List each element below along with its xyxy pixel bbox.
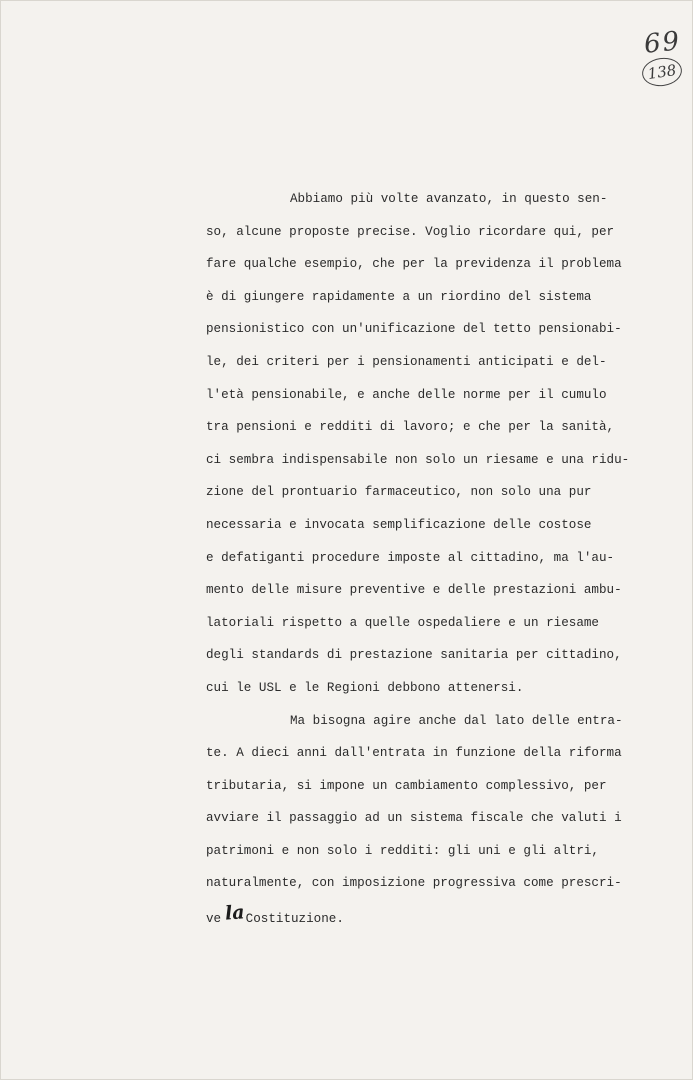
paragraph-1 [206, 186, 629, 708]
text-line: latoriali rispetto a quelle ospedaliere e un riesame [206, 615, 599, 630]
text-fragment: Costituzione. [245, 912, 344, 927]
page-number [640, 28, 688, 92]
text-line: so, alcune proposte precise. Voglio ricordare qui, per [206, 224, 615, 239]
text-fragment: ve [206, 912, 222, 927]
text-line: zione del prontuario farmaceutico, non solo una pur [206, 485, 592, 500]
text-line: degli standards di prestazione sanitaria per cittadino, [206, 648, 622, 663]
text-line: necessaria e invocata semplificazione delle costose [206, 517, 592, 532]
text-line: Abbiamo più volte avanzato, in questo sen- [290, 192, 608, 206]
text-line: fare qualche esempio, che per la previdenza il problema [206, 257, 622, 272]
text-line: Ma bisogna agire anche dal lato delle entra- [290, 713, 623, 728]
text-line: avviare il passaggio ad un sistema fiscale che valuti i [206, 811, 622, 826]
text-line: e defatiganti procedure imposte al cittadino, ma l'au- [206, 550, 615, 565]
text-line: cui le USL e le Regioni debbono attenersi. [206, 680, 524, 695]
text-line: ci sembra indispensabile non solo un riesame e una ridu- [206, 452, 630, 467]
text-line: pensionistico con un'unificazione del tetto pensionabi- [206, 322, 622, 337]
text-line: mento delle misure preventive e delle prestazioni ambu- [206, 583, 622, 598]
text-line: le, dei criteri per i pensionamenti anticipati e del- [206, 354, 607, 369]
text-line: tra pensioni e redditi di lavoro; e che per la sanità, [206, 420, 615, 435]
text-line-last [206, 903, 629, 936]
text-line: tributaria, si impone un cambiamento complessivo, per [206, 778, 607, 793]
paragraph-2 [206, 708, 629, 936]
body-text [206, 186, 629, 936]
circled-page-number: 138 [640, 55, 684, 88]
handwritten-insertion: la [224, 901, 246, 925]
text-line: te. A dieci anni dall'entrata in funzione della riforma [206, 746, 622, 761]
handwritten-page-number: 69 [642, 26, 683, 60]
text-line: è di giungere rapidamente a un riordino del sistema [206, 289, 592, 304]
text-line: l'età pensionabile, e anche delle norme per il cumulo [206, 387, 607, 402]
text-line: patrimoni e non solo i redditi: gli uni e gli altri, [206, 843, 599, 858]
text-line: naturalmente, con imposizione progressiva come prescri- [206, 876, 622, 891]
